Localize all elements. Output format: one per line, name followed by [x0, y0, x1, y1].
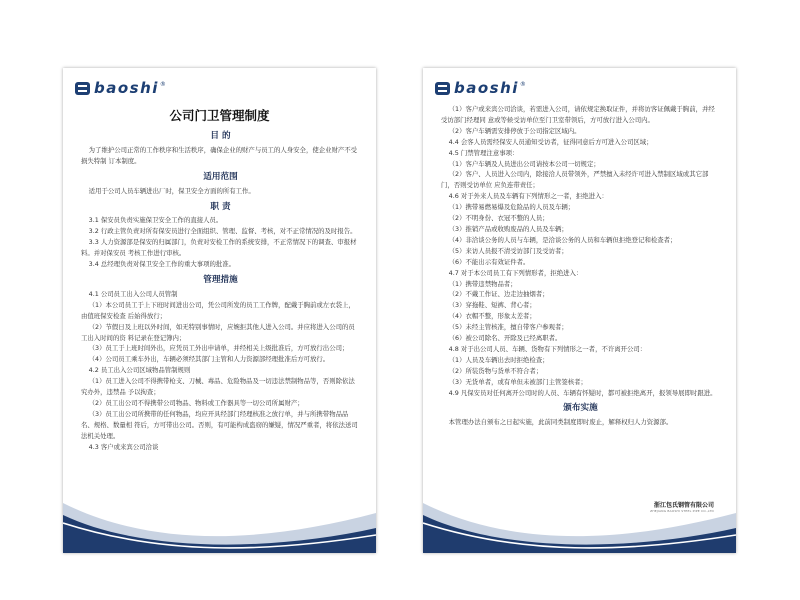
logo-mark-icon	[75, 82, 90, 95]
footer-wave-decoration	[63, 473, 376, 553]
footer-wave-decoration	[423, 473, 736, 553]
body-paragraph: （3）推销产品或收购废品的人员及车辆；	[448, 224, 568, 233]
body-paragraph: 4.4 会客人员需经保安人员通知受访者，征得同意后方可进入公司区域；	[448, 137, 653, 146]
body-paragraph: （1）本公司员工于上下班时间进出公司，凭公司所发的员工工作牌，配戴于胸前或左衣袋上，由值班保安检查 后始得放行；	[81, 300, 355, 320]
body-paragraph: 4.2 员工出入公司区域物品管制规则	[88, 366, 191, 375]
body-paragraph: （4）公司员工乘车外出，车辆必须经其部门主管和人力资源部经理批准后方可放行。	[88, 355, 330, 364]
body-paragraph: 3.4 总经理负责对保卫安全工作的重大事项的批准。	[88, 260, 236, 269]
company-name-en: ZHEJIANG BAOSHI STEEL PIPE CO.,LTD	[650, 509, 714, 513]
body-paragraph: （2）不戴工作证、边走边抽烟者；	[448, 290, 549, 299]
section-heading: 目 的	[210, 131, 231, 141]
section-heading: 颁布实施	[563, 403, 598, 414]
body-paragraph: 为了维护公司正常的工作秩序和生活秩序，确保企业的财产与员工的人身安全，使企业财产不受损失特制 订本制度。	[81, 145, 358, 165]
document-title: 公司门卫管理制度	[169, 108, 270, 123]
registered-mark: ®	[159, 80, 166, 88]
body-paragraph: 4.8 对于出公司人员、车辆、货物有下列情形之一者，不许离开公司：	[448, 344, 647, 353]
body-paragraph: （2）节假日及上班以外时间，如无特别事情时，应婉拒其他人进入公司。并应将进入公司的员工出入时间的资 料记录在登记簿内；	[81, 322, 355, 342]
body-paragraph: （6）被公司除名、开除及已经离职者。	[448, 334, 562, 343]
brand-logo	[75, 79, 166, 97]
company-name: 浙江包氏钢管有限公司	[653, 502, 714, 509]
body-paragraph: （4）衣帽不整，形象太差者；	[448, 312, 536, 321]
body-paragraph: （2）不明身份、衣冠不整的人员；	[448, 214, 549, 223]
body-paragraph: （2）员工出公司不得携带公司物品、物料或工作器具等一切公司所属财产；	[88, 398, 304, 407]
left-page-body	[81, 126, 360, 452]
right-page-body	[441, 104, 720, 428]
logo-text: baoshi	[94, 79, 159, 97]
body-paragraph: （2）所装货物与货单不符合者；	[448, 366, 543, 375]
body-paragraph: （6）不能出示有效证件者。	[448, 257, 530, 266]
section-heading: 职 责	[210, 201, 231, 212]
logo-mark-icon	[435, 82, 450, 95]
body-paragraph: 适用于公司人员车辆进出厂时，保卫安全方面的所有工作。	[88, 186, 255, 195]
body-paragraph: （4）非洽谈公务的人员与车辆，是洽谈公务的人员和车辆但拒绝登记和检查者；	[448, 235, 677, 244]
body-paragraph: 3.1 保安员负责实施保卫安全工作的直接人员。	[88, 216, 223, 225]
body-paragraph: （5）未经主管核准，擅自带客户参观者；	[448, 323, 568, 332]
body-paragraph: （3）无货单者，或有单但未被部门主管签核者；	[448, 377, 587, 386]
brand-logo	[435, 79, 526, 97]
body-paragraph: 4.1 公司员工出入公司人员管制	[88, 289, 178, 298]
body-paragraph: 4.9 凡保安员对任何离开公司时的人员、车辆有怀疑时，都可被拒绝离开，报领导展即时跟进。	[448, 388, 717, 397]
body-paragraph: （3）员工出公司所携带的任何物品，均应开具经部门经理核准之放行单，并与所携带物品品名、规格、数量相 符后，方可带出公司。否则，有可能构成盗窃的嫌疑，情况严重者，将依法送司法机关处理。	[81, 409, 358, 440]
body-paragraph: （3）员工于上班时间外出，应凭员工外出申请单，并经相关上级批准后，方可放行出公司；	[88, 344, 349, 353]
body-paragraph: （3）穿拖鞋、短裤、背心者；	[448, 301, 536, 310]
body-paragraph: （2）客户车辆需安排停放于公司指定区域内。	[448, 126, 581, 135]
logo-text: baoshi	[454, 79, 519, 97]
left-page	[63, 68, 376, 553]
body-paragraph: （1）客户或来宾公司洽谈，若需进入公司，请依规定换取证件，并将访客证佩戴于胸前，并经受访部门经理同 意或等候受访单位至门卫室带领后，方可放行进入公司内。	[441, 105, 715, 124]
body-paragraph: （1）携带易燃易爆及危险品的人员及车辆；	[448, 203, 575, 212]
body-paragraph: （5）来访人员报不清受访部门及受访者；	[448, 246, 568, 255]
body-paragraph: 3.3 人力资源部是保安的归属部门，负责对安检工作的系统安排，不正常情况下的调查、审报材料。并对保安员 考核工作进行审核。	[81, 238, 357, 258]
body-paragraph: 4.7 对于本公司员工有下列情形者，拒绝进入：	[448, 268, 583, 277]
body-paragraph: 4.3 客户或来宾公司洽谈	[88, 442, 159, 451]
body-paragraph: 3.2 行政主管负责对所有保安员进行全面组织、管理、监督、考核，对不正常情况的及时报告。	[88, 227, 357, 236]
right-page	[423, 68, 736, 553]
body-paragraph: （1）员工进入公司不得携带枪支、刀械、毒品、危险物品及一切违法禁制物品等，否则除依法究办外，违禁品 予以拘查；	[81, 377, 355, 397]
body-paragraph: （2）客户、人员进入公司内，除接洽人员带领外，严禁擅入未经许可进入禁制区域或其它部门，否则受访单位 应负连带责任；	[441, 170, 709, 190]
body-paragraph: 4.6 对于外来人员及车辆有下列情形之一者，拒绝进入：	[448, 192, 608, 201]
section-heading: 管理措施	[203, 274, 238, 285]
body-paragraph: （1）客户车辆及人员进出公司请按本公司一切规定；	[448, 159, 600, 168]
body-paragraph: （1）携带违禁物品者；	[448, 279, 517, 288]
section-heading: 适用范围	[203, 171, 238, 182]
registered-mark: ®	[519, 80, 526, 88]
company-signature	[650, 500, 714, 513]
body-paragraph: （1）人员及车辆出去时拒绝检查；	[448, 355, 549, 364]
body-paragraph: 4.5 门禁管理注意事项：	[448, 148, 519, 157]
body-paragraph: 本管理办法自颁布之日起实施，此前同类制度即时废止，解释权归人力资源部。	[448, 418, 673, 427]
